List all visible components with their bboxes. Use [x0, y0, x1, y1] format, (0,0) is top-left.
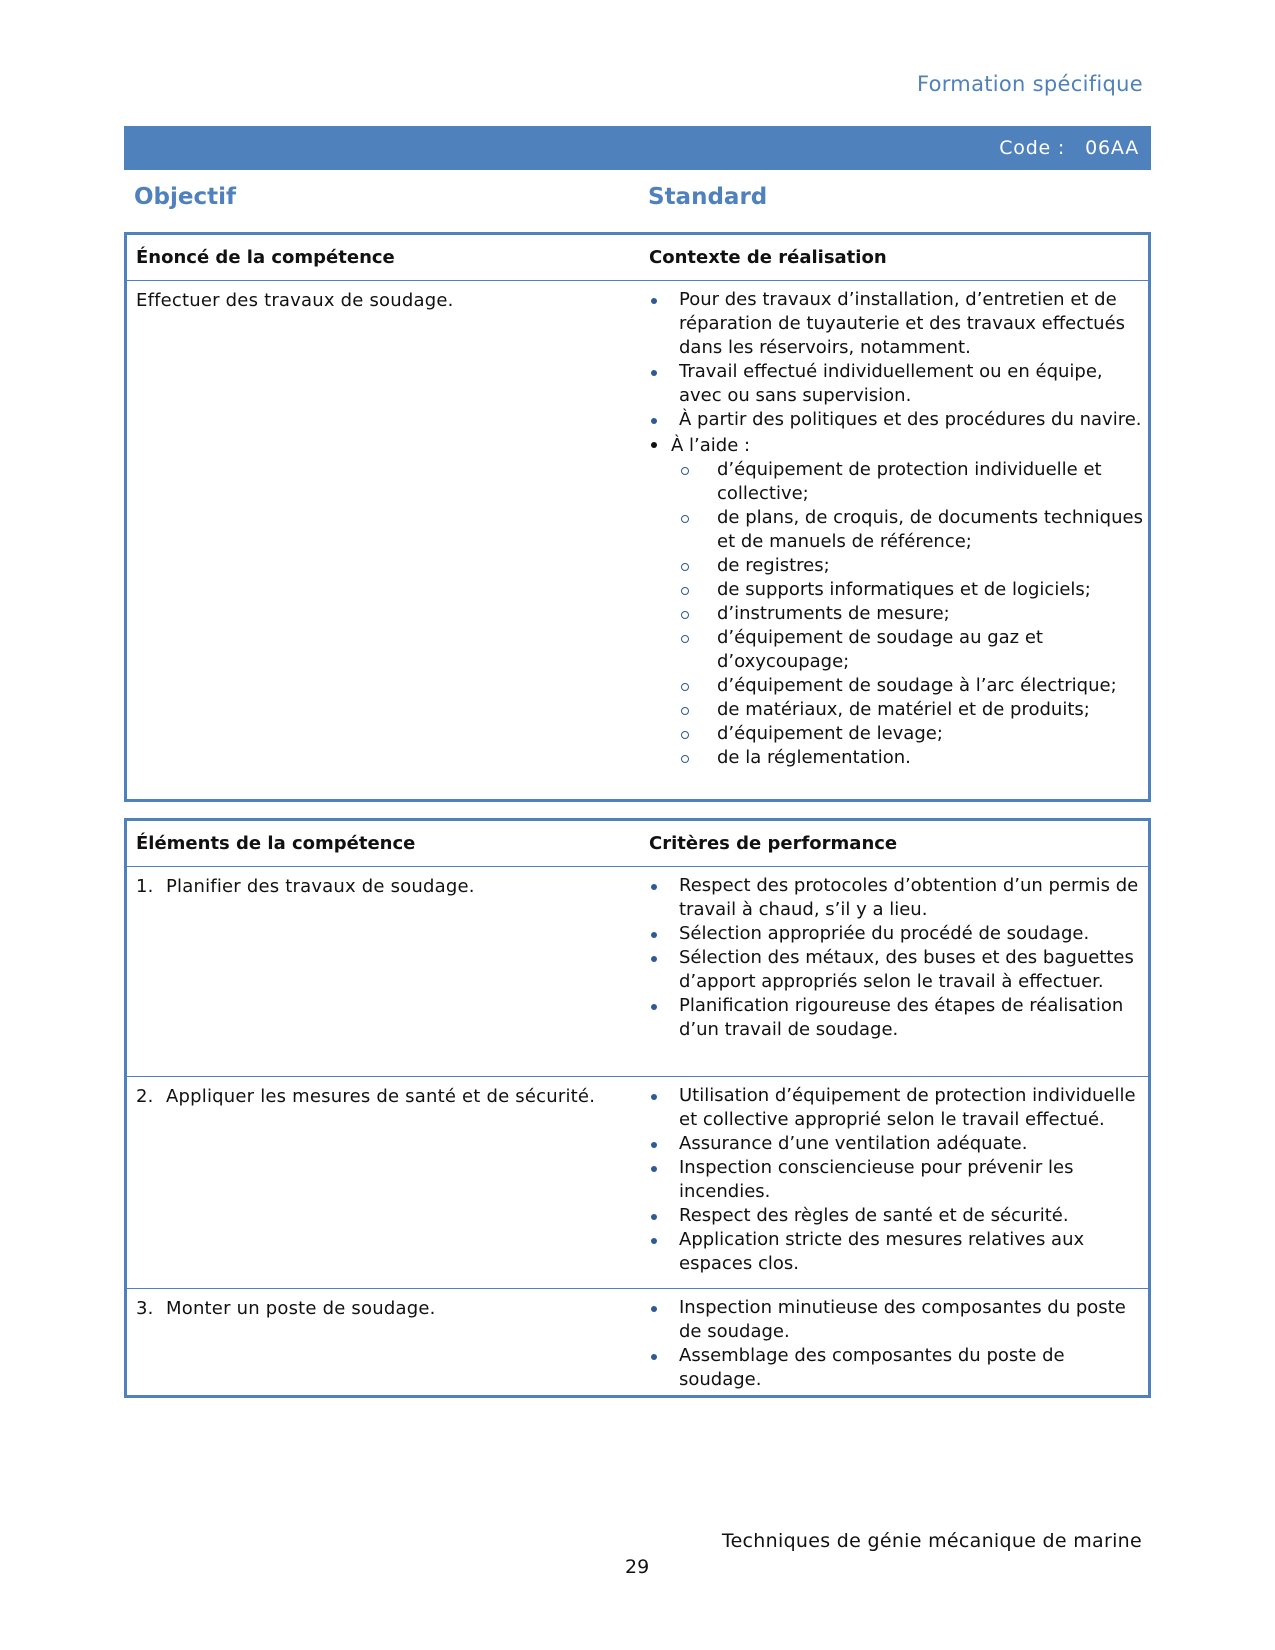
bullet-icon	[651, 1238, 657, 1244]
section-headings	[124, 184, 1151, 218]
page-number: 29	[625, 1556, 650, 1578]
element-text: Planifier des travaux de soudage.	[166, 876, 475, 897]
code-value: 06AA	[1085, 137, 1139, 159]
elements-table-header	[127, 821, 1148, 867]
circle-bullet-icon	[681, 563, 689, 571]
criteria-item: Respect des règles de santé et de sécurité.	[649, 1204, 1148, 1228]
bullet-icon	[651, 1354, 657, 1360]
bullet-icon	[651, 956, 657, 962]
circle-bullet-icon	[681, 731, 689, 739]
criteria-item: Sélection des métaux, des buses et des baguettes d’apport appropriés selon le travail à effectuer.	[649, 946, 1148, 994]
criteria-item: Utilisation d’équipement de protection individuelle et collective approprié selon le travail effectué.	[649, 1084, 1148, 1132]
aide-item: de supports informatiques et de logiciels;	[679, 578, 1148, 602]
code-label: Code :	[999, 137, 1066, 159]
standard-heading: Standard	[648, 184, 768, 210]
element-text: Appliquer les mesures de santé et de sécurité.	[166, 1086, 596, 1107]
element-row-2	[127, 1077, 1148, 1289]
bullet-icon	[651, 1094, 657, 1100]
circle-bullet-icon	[681, 707, 689, 715]
bullet-icon	[651, 884, 657, 890]
bullet-icon	[651, 1306, 657, 1312]
bullet-icon	[651, 1142, 657, 1148]
context-item-aide: À l’aide : d’équipement de protection individuelle et collective; de plans, de croquis, de documents techniques et de manuels de référence; de registres; de supports informatiques et de logiciels; d’instruments de mesure; d’équipement de soudage au gaz et d’oxycoupage; d’équipement de soudage à l’arc électrique; de matériaux, de matériel et de produits; d’équipement de levage; de la réglementation.	[649, 432, 1148, 770]
criteria-item: Planification rigoureuse des étapes de réalisation d’un travail de soudage.	[649, 994, 1148, 1042]
criteria-item: Assurance d’une ventilation adéquate.	[649, 1132, 1148, 1156]
aide-item: d’équipement de protection individuelle et collective;	[679, 458, 1148, 506]
elements-table	[124, 818, 1151, 1398]
circle-bullet-icon	[681, 755, 689, 763]
element-row-3	[127, 1289, 1148, 1399]
circle-bullet-icon	[681, 515, 689, 523]
bullet-icon	[651, 418, 657, 424]
aide-item: d’équipement de soudage au gaz et d’oxycoupage;	[679, 626, 1148, 674]
circle-bullet-icon	[681, 587, 689, 595]
circle-bullet-icon	[681, 635, 689, 643]
aide-sublist	[679, 458, 1148, 770]
element-number: 1.	[136, 876, 154, 897]
criteria-item: Inspection minutieuse des composantes du poste de soudage.	[649, 1296, 1148, 1344]
context-list	[649, 281, 1148, 770]
bullet-icon	[651, 370, 657, 376]
criteria-item: Application stricte des mesures relatives aux espaces clos.	[649, 1228, 1148, 1276]
criteria-list	[649, 867, 1148, 1042]
criteria-list	[649, 1289, 1148, 1392]
aide-item: d’équipement de levage;	[679, 722, 1148, 746]
circle-bullet-icon	[681, 683, 689, 691]
competence-row	[127, 281, 1148, 800]
bullet-icon	[651, 1166, 657, 1172]
section-title: Formation spécifique	[916, 72, 1143, 96]
footer-program-title: Techniques de génie mécanique de marine	[721, 1530, 1142, 1552]
context-item: Pour des travaux d’installation, d’entretien et de réparation de tuyauterie et des travaux effectués dans les réservoirs, notamment.	[649, 288, 1148, 360]
code-bar	[124, 126, 1151, 170]
element-text: Monter un poste de soudage.	[166, 1298, 436, 1319]
bullet-icon	[651, 298, 657, 304]
circle-bullet-icon	[681, 611, 689, 619]
criteria-list	[649, 1077, 1148, 1276]
bullet-icon	[651, 932, 657, 938]
context-item: À partir des politiques et des procédures du navire.	[649, 408, 1148, 432]
aide-item: d’instruments de mesure;	[679, 602, 1148, 626]
aide-item: de plans, de croquis, de documents techniques et de manuels de référence;	[679, 506, 1148, 554]
criteria-item: Assemblage des composantes du poste de soudage.	[649, 1344, 1148, 1392]
aide-item: d’équipement de soudage à l’arc électrique;	[679, 674, 1148, 698]
aide-item: de registres;	[679, 554, 1148, 578]
bullet-icon	[651, 442, 657, 448]
competence-table	[124, 232, 1151, 802]
elements-header: Éléments de la compétence	[136, 833, 416, 854]
aide-item: de matériaux, de matériel et de produits;	[679, 698, 1148, 722]
competence-table-header	[127, 235, 1148, 281]
competence-statement: Effectuer des travaux de soudage.	[136, 290, 454, 311]
aide-item: de la réglementation.	[679, 746, 1148, 770]
criteria-header: Critères de performance	[649, 833, 898, 854]
criteria-item: Sélection appropriée du procédé de soudage.	[649, 922, 1148, 946]
element-number: 2.	[136, 1086, 154, 1107]
context-item: Travail effectué individuellement ou en équipe, avec ou sans supervision.	[649, 360, 1148, 408]
element-number: 3.	[136, 1298, 154, 1319]
criteria-item: Inspection consciencieuse pour prévenir les incendies.	[649, 1156, 1148, 1204]
context-header: Contexte de réalisation	[649, 247, 887, 268]
bullet-icon	[651, 1214, 657, 1220]
criteria-item: Respect des protocoles d’obtention d’un permis de travail à chaud, s’il y a lieu.	[649, 874, 1148, 922]
objectif-heading: Objectif	[134, 184, 237, 210]
element-row-1	[127, 867, 1148, 1077]
circle-bullet-icon	[681, 467, 689, 475]
statement-header: Énoncé de la compétence	[136, 247, 395, 268]
bullet-icon	[651, 1004, 657, 1010]
